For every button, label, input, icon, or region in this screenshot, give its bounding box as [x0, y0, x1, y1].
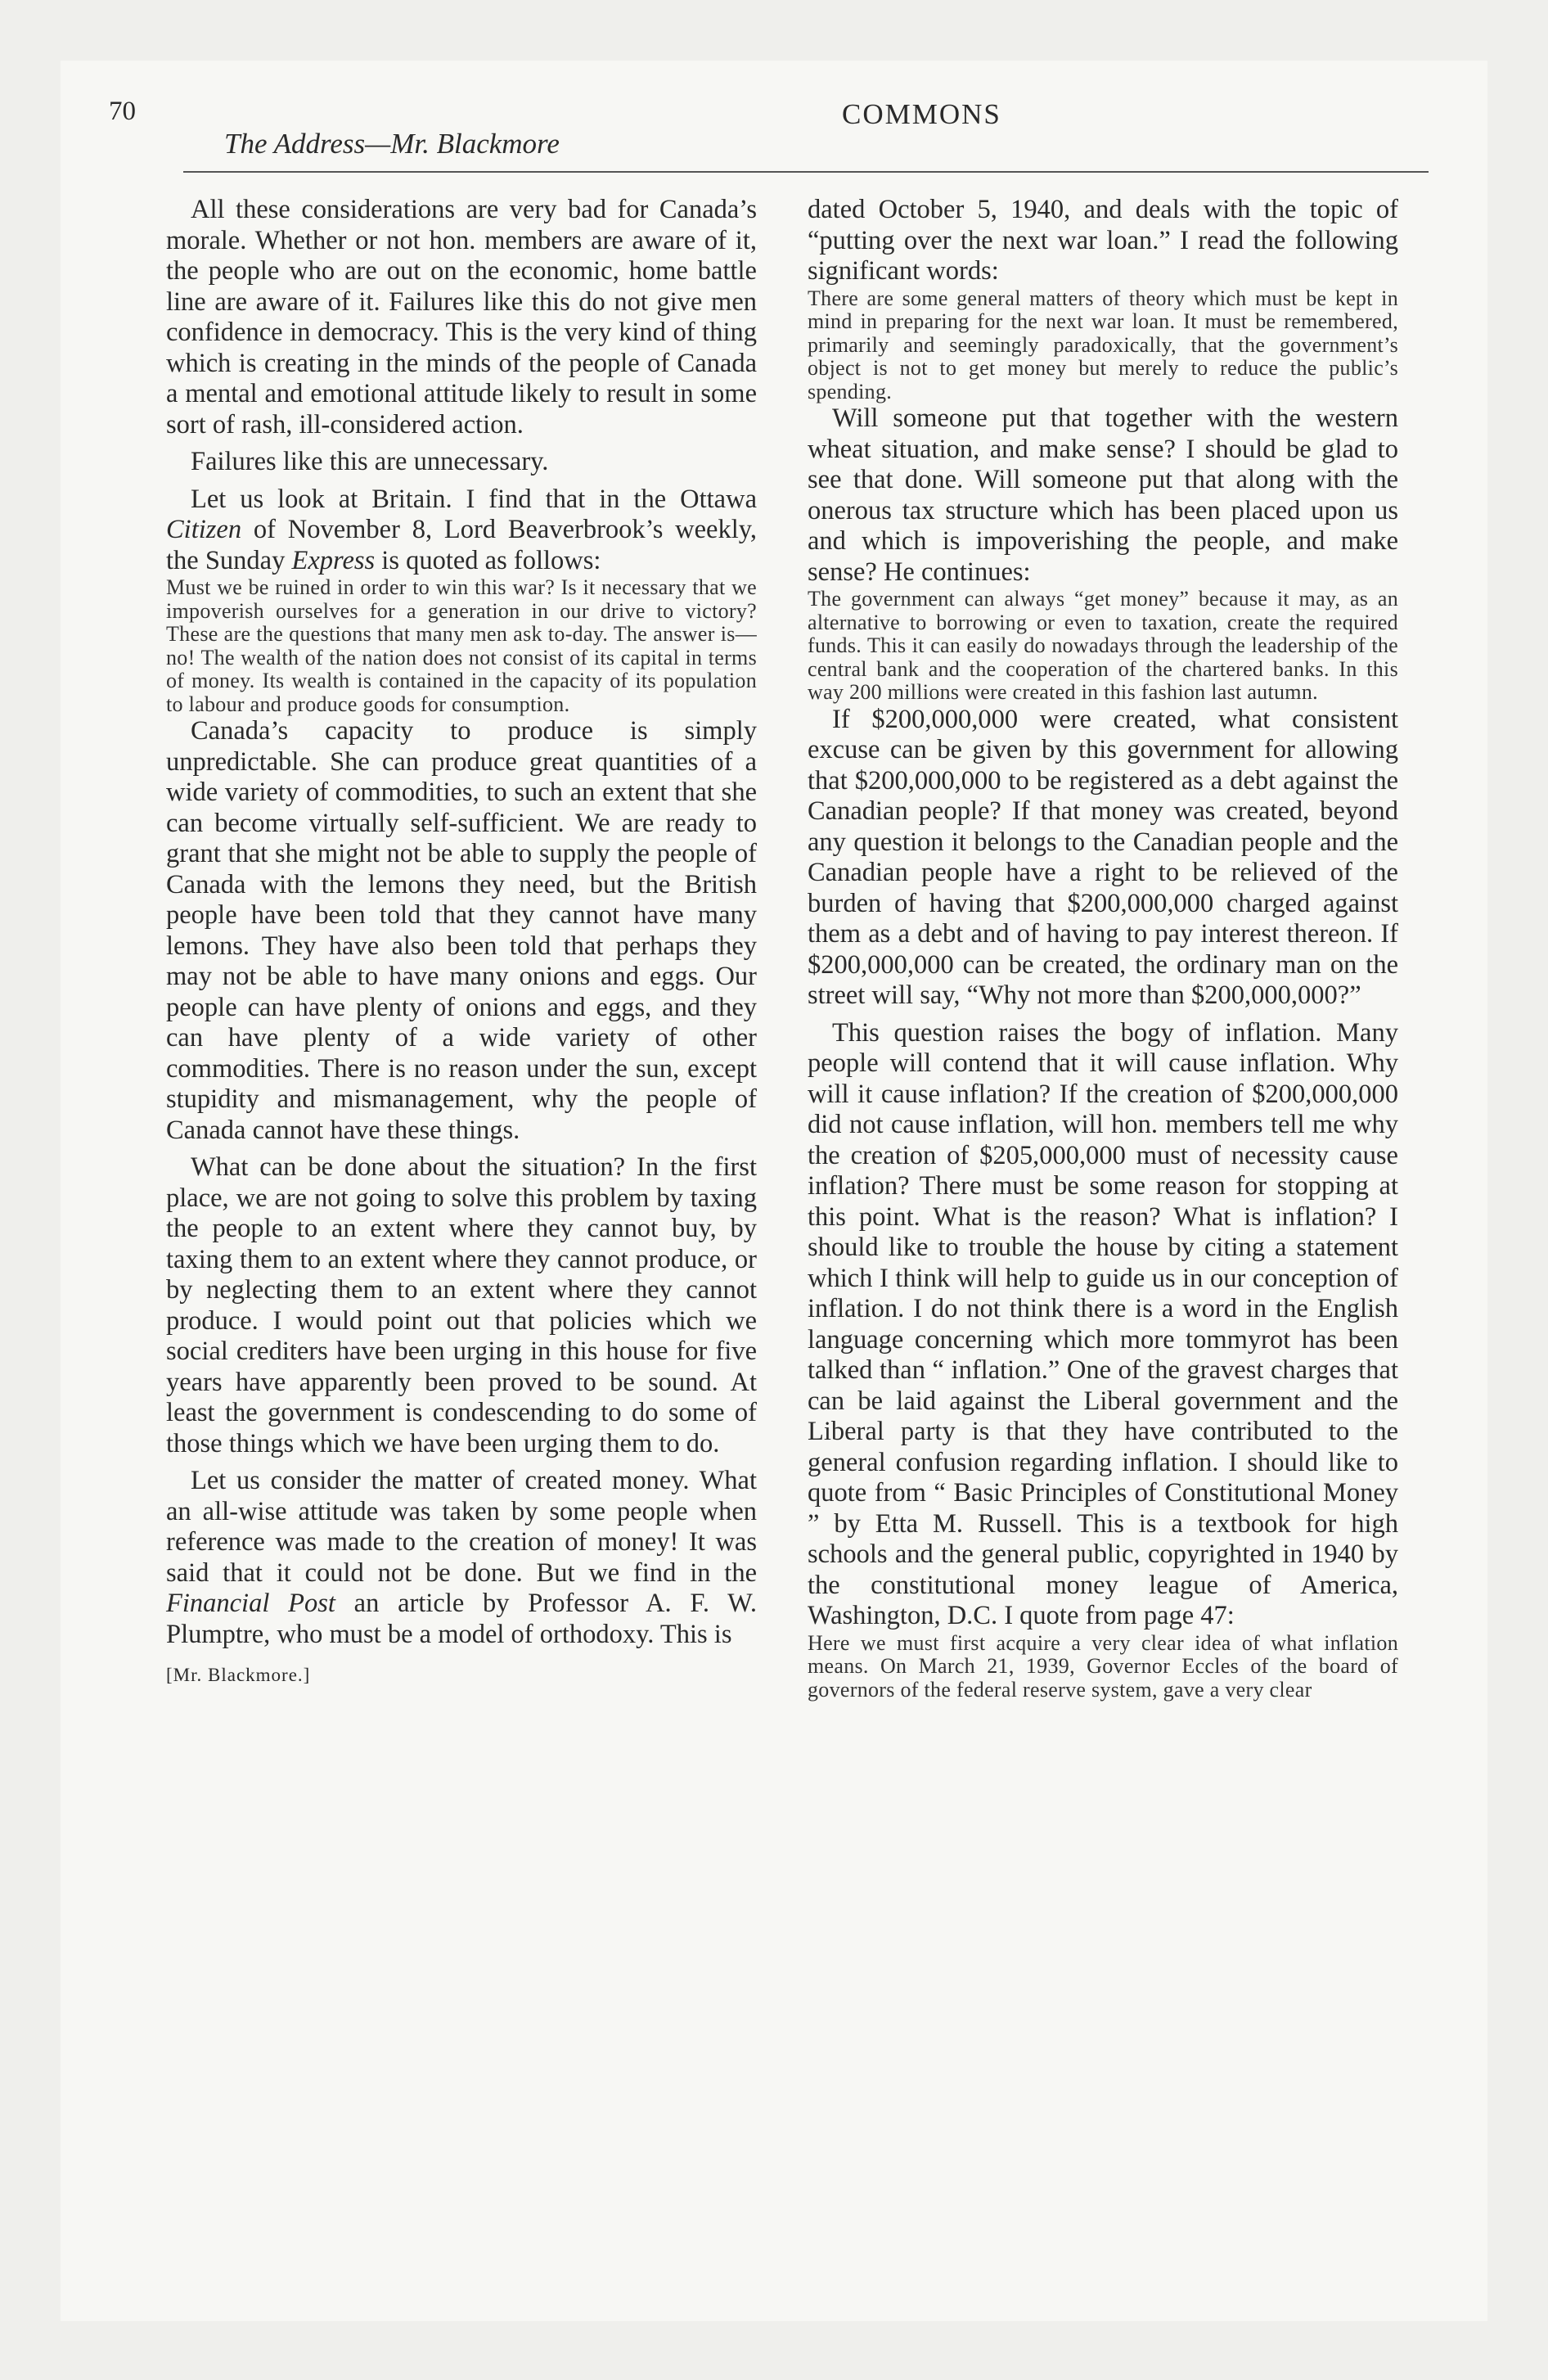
- text-run: an article by Professor A. F. W. Plumptre, who must be a model of orthodoxy. This is: [166, 1589, 757, 1649]
- text-run: Let us consider the matter of created money. What an all-wise attitude was taken by some people when reference was made to the creation of money! It was said that it could not be done. But we find in the: [166, 1466, 757, 1588]
- paragraph: Canada’s capacity to produce is simply unpredictable. She can produce great quantities of a wide variety of commodities, to such an extent that she can become virtually self-sufficient. We are ready to grant that she might not be able to supply the people of Canada with the lemons they need, but the British people have been told that they cannot have many lemons. They have also been told that perhaps they may not be able to have many onions and eggs. Our people can have plenty of onions and eggs, and they can have plenty of a wide variety of other commodities. There is no reason under the sun, except stupidity and mismanagement, why the people of Canada cannot have these things.: [166, 716, 757, 1145]
- newspaper-title: Express: [291, 545, 376, 575]
- paragraph: [166, 485, 757, 577]
- paragraph: Will someone put that together with the western wheat situation, and make sense? I should be glad to see that done. Will someone put that along with the onerous tax structure which has been placed upon us and which is impoverishing the people, and make sense? He continues:: [808, 403, 1398, 587]
- newspaper-title: Citizen: [166, 515, 242, 544]
- newspaper-title: Financial Post: [166, 1589, 335, 1618]
- text-run: is quoted as follows:: [375, 545, 601, 575]
- block-quote: Must we be ruined in order to win this war? Is it necessary that we impoverish ourselves for a generation in our drive to victory? These are the questions that many men ask to-day. The answer is—no! The wealth of the nation does not consist of its capital in terms of money. Its wealth is contained in the capacity of its population to labour and produce goods for consumption.: [166, 575, 757, 716]
- block-quote: The government can always “get money” because it may, as an alternative to borrowing or even to taxation, create the required funds. This it can easily do nowadays through the leadership of the central bank and the cooperation of the chartered banks. In this way 200 millions were created in this fashion last autumn.: [808, 587, 1398, 704]
- paragraph: This question raises the bogy of inflation. Many people will contend that it will cause inflation. Why will it cause inflation? If the creation of $200,000,000 did not cause inflation, will hon. members tell me why the creation of $205,000,000 must of necessity cause inflation? There must be some reason for stopping at this point. What is the reason? What is inflation? I should like to trouble the house by citing a statement which I think will help to guide us in our conception of inflation. I do not think there is a word in the English language concerning which more tommyrot has been talked than “ inflation.” One of the gravest charges that can be laid against the Liberal government and the Liberal party is that they have contributed to the general confusion regarding inflation. I should like to quote from “ Basic Principles of Constitutional Money ” by Etta M. Russell. This is a textbook for high schools and the general public, copyrighted in 1940 by the constitutional money league of America, Washington, D.C. I quote from page 47:: [808, 1017, 1398, 1630]
- right-column: [808, 195, 1398, 1702]
- running-title: COMMONS: [842, 98, 1001, 130]
- text-run: of November 8, Lord Beaverbrook’s weekly, the Sunday: [166, 515, 757, 575]
- text-run: Let us look at Britain. I find that in the Ottawa: [191, 484, 757, 514]
- speaker-tag: [Mr. Blackmore.]: [166, 1665, 311, 1685]
- paragraph: If $200,000,000 were created, what consistent excuse can be given by this government for allowing that $200,000,000 to be registered as a debt against the Canadian people? If that money was created, beyond any question it belongs to the Canadian people and the Canadian people have a right to be relieved of the burden of having that $200,000,000 charged against them as a debt and of having to pay interest thereon. If $200,000,000 can be created, the ordinary man on the street will say, “Why not more than $200,000,000?”: [808, 704, 1398, 1010]
- paragraph: All these considerations are very bad for Canada’s morale. Whether or not hon. members are aware of it, the people who are out on the economic, home battle line are aware of it. Failures like this do not give men confidence in democracy. This is the very kind of thing which is creating in the minds of the people of Canada a mental and emotional attitude likely to result in some sort of rash, ill-considered action.: [166, 195, 757, 439]
- left-column: [166, 195, 757, 1691]
- running-subtitle: The Address—Mr. Blackmore: [224, 128, 560, 160]
- paragraph: dated October 5, 1940, and deals with the topic of “putting over the next war loan.” I read the following significant words:: [808, 195, 1398, 286]
- paragraph: What can be done about the situation? In the first place, we are not going to solve this problem by taxing the people to an extent where they cannot buy, by taxing them to an extent where they cannot produce, or by neglecting them to an extent where they cannot produce. I would point out that policies which we social crediters have been urging in this house for five years have apparently been proved to be sound. At least the government is condescending to do some of those things which we have been urging them to do.: [166, 1152, 757, 1458]
- paragraph: Failures like this are unnecessary.: [191, 447, 549, 476]
- block-quote: Here we must first acquire a very clear idea of what inflation means. On March 21, 1939, Governor Eccles of the board of governors of the federal reserve system, gave a very clear: [808, 1630, 1398, 1702]
- header-rule: [183, 171, 1429, 173]
- block-quote: There are some general matters of theory which must be kept in mind in preparing for the next war loan. It must be remembered, primarily and seemingly paradoxically, that the government’s object is not to get money but merely to reduce the public’s spending.: [808, 286, 1398, 403]
- page-number: 70: [109, 97, 136, 126]
- paragraph: [166, 1466, 757, 1650]
